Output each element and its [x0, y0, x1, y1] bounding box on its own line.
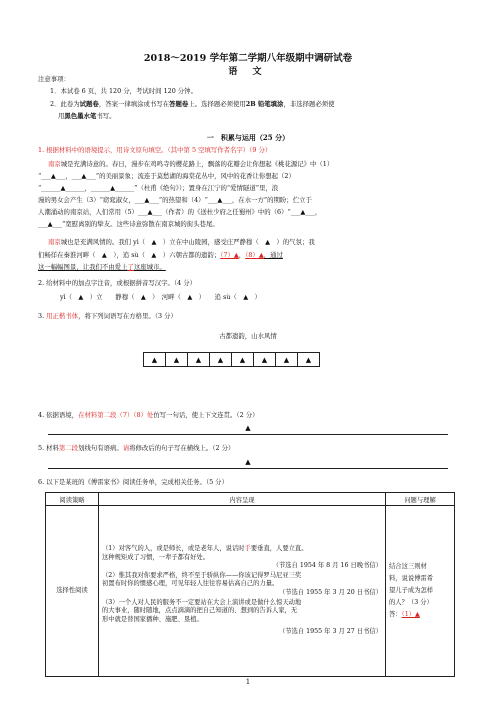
excerpt-2: （2）惟其我对你要求严格，终不至于骄纵你——你该记得罗马尼亚三奖	[102, 571, 302, 579]
q1-line-3: “______▲______，______▲______”（杜甫《绝句》）；置身在江宁的“爱情隧道”里，浪	[38, 184, 279, 192]
grid-cell[interactable]: ▲	[166, 353, 188, 367]
exam-title: 2018～2019 学年第二学期八年级期中调研试卷	[143, 53, 353, 64]
grid-cell[interactable]: ▲	[210, 353, 232, 367]
section-heading: 一 积累与运用（25 分）	[206, 133, 290, 142]
grid-cell[interactable]: ▲	[232, 353, 254, 367]
grid-cell[interactable]: ▲	[276, 353, 298, 367]
grid-cell[interactable]: ▲	[254, 353, 276, 367]
q4-prompt: 4. 依据语境，在材料第二段（7）（8）处仿写一句话，使上下文连贯。（2 分）	[38, 411, 259, 419]
exam-subject: 语 文	[228, 67, 268, 77]
q1-line-1: 南京城是充满诗意的。春日，漫步在鸡鸣寺的樱花路上，飘落的花瓣会让你想起《桃花源记》中（1）	[48, 160, 334, 168]
notes-label: 注意事项：	[38, 75, 70, 83]
q2-items: yì（ ▲ ）立 静穆（ ▲ ） 河畔（ ▲ ） 追 sù（ ▲ ）	[60, 293, 261, 301]
q3-prompt: 3. 用正楷书体，将下列词语写在方格里。（3 分）	[38, 312, 177, 320]
q1-line-4: 漫的男女会产生（3）“窈窕淑女，___▲___”的热望和（4）“___▲___，在水一方”的期盼；伫立于	[38, 196, 312, 204]
notes-item-1: 1．本试卷 6 页，共 120 分，考试时间 120 分钟。	[50, 87, 197, 95]
q2-prompt: 2. 给材料中的加点字注音，或根据拼音写汉字。（4 分）	[38, 279, 197, 287]
q1-line-2: “___▲___，___▲___”的美丽景象；流连于莫愁湖的海棠花丛中，风中的花香让你想起（2）	[38, 172, 295, 180]
excerpt-1: （1）对客气的人，或是师长，或是老年人，说话时手要垂直，人要立直。	[102, 545, 308, 553]
col-header-question: 问题与理解	[386, 493, 455, 506]
q6-prompt: 6. 以下是某班的《傅雷家书》阅读任务单，完成相关任务。（5 分）	[38, 478, 228, 486]
q5-answer-line	[48, 468, 448, 469]
q1-prompt: 1. 根据材料中的语境提示，用诗文原句填空。（其中第 5 空填写作者名字）（9 分）	[38, 146, 272, 154]
q4-answer-line	[48, 434, 448, 435]
notes-item-2: 2．此卷为试题卷，答案一律填涂或书写在答题卷上。选择题必须使用2B 铅笔填涂，非选择题必须使	[50, 100, 335, 108]
col-header-content: 内容呈现	[99, 493, 386, 506]
page-number: 1	[245, 678, 251, 686]
notes-item-2-cont: 用黑色墨水笔书写。	[58, 112, 116, 120]
q4-answer[interactable]: ▲	[245, 424, 251, 432]
content-cell: （1）对客气的人，或是师长，或是老年人，说话时手要垂直，人要立直。 这种规矩成了习惯，一辈子都有好处。 （节选自 1954 年 8 月 16 日晚书信） （2）惟其我对你要求严格，终不至于骄纵你——你该记得罗马尼亚三奖 初置布时你的惯感心理，可见年轻人往往容易估高自己的力量。 （节选自 1955 年 3 月 20 日书信） （3）一个人对人民的服务不一定要站在大会上演讲或是做什么惊天动地 的大事业，随时随地，点点滴滴的把自己知道的、想到的告诉人家，无 形中就是替国家播种、施肥、垦植。 （节选自 1955 年 3 月 27 日书信）	[99, 506, 386, 677]
excerpt-3: （3）一个人对人民的服务不一定要站在大会上演讲或是做什么惊天动地	[102, 598, 302, 606]
q1-line-6: ___▲___”宽慰离别的挚友。这些诗意弥散在南京城的街头巷尾。	[38, 220, 219, 228]
q3-writing-grid	[143, 352, 320, 367]
q5-answer[interactable]: ▲	[245, 458, 251, 466]
question-cell: 结合这三则材 料，说说傅雷希 望儿子成为怎样 的人？（3 分） 答：（1）▲	[386, 506, 455, 677]
q1b-line-2: 们畅徉在秦淮河畔（ ▲ ），追 sù（ ▲ ）六朝古都的遗韵；（7）▲，（8）▲，通过	[38, 251, 283, 259]
q5-prompt: 5. 材料第二段划线句有语病。请将修改后的句子写在横线上。（2 分）	[38, 444, 235, 452]
q1-line-5: 人潮涌动的南京站，人们常用（5）___▲___（作者）的《送杜少府之任蜀州》中的（6）“___▲___，	[38, 208, 322, 216]
q3-words: 古都遗韵，山水风情	[219, 332, 277, 340]
question-answer[interactable]: 答：（1）▲	[389, 611, 420, 618]
q1b-line-3: 这一幅幅图景，让我们不由爱上了这座城市。	[38, 263, 166, 271]
strategy-cell: 选择性阅读	[46, 506, 99, 677]
col-header-strategy: 阅读策略	[46, 493, 99, 506]
grid-cell[interactable]: ▲	[298, 353, 320, 367]
reading-task-table	[45, 492, 455, 677]
q1b-line-1: 南京城也是充满风情的。我们 yì（ ▲ ）立在中山陵园，感受庄严静穆（ ▲ ）的气氛；我	[48, 238, 315, 246]
grid-cell[interactable]: ▲	[188, 353, 210, 367]
grid-cell[interactable]: ▲	[144, 353, 166, 367]
